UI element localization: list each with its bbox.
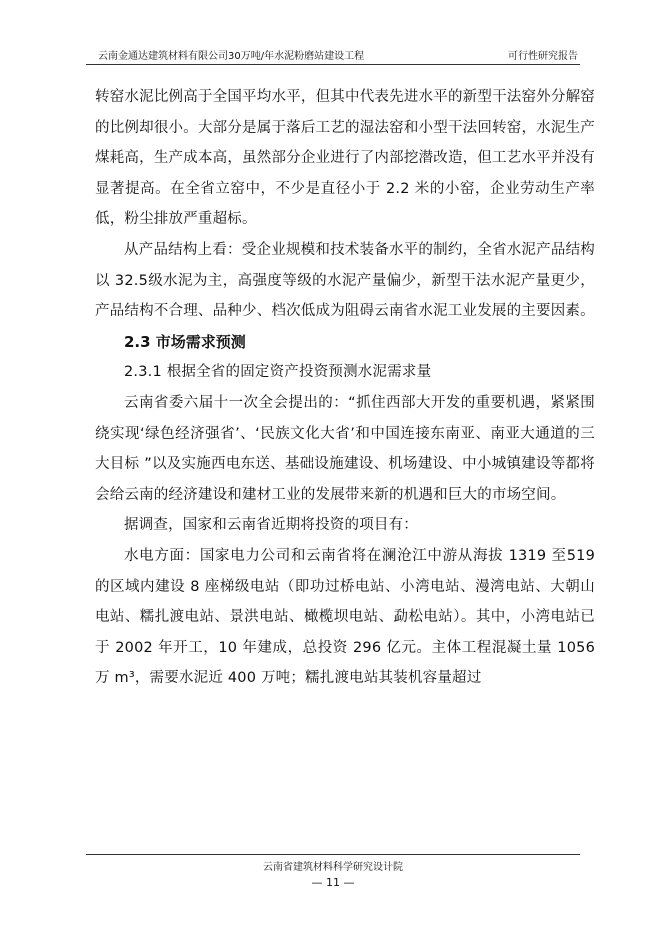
page-number: — 11 — <box>311 876 355 889</box>
page-header <box>86 42 580 65</box>
section-heading-2-3: 2.3 市场需求预测 <box>124 332 246 351</box>
footer-organization: 云南省建筑材料科学研究设计院 <box>263 862 403 873</box>
paragraph-product-structure: 从产品结构上看：受企业规模和技术装备水平的制约，全省水泥产品结构以 32.5级水泥为主，高强度等级的水泥产量偏少，新型干法水泥产量更少，产品结构不合理、品种少、档次低成为阻碍云南省水泥工业发展的主要因素。 <box>95 241 595 320</box>
header-report-title: 可行性研究报告 <box>508 51 578 62</box>
paragraph-provincial-plan: 云南省委六届十一次全会提出的：“抓住西部大开发的重要机遇，紧紧围绕实现‘绿色经济强省’、‘民族文化大省’和中国连接东南亚、南亚大通道的三大目标 ”以及实施西电东送、基础设施建设、机场建设、中小城镇建设等都将会给云南的经济建设和建材工业的发展带来新的机遇和巨大的市场空间。 <box>95 394 595 503</box>
header-company-project: 云南金通达建筑材料有限公司30万吨/年水泥粉磨站建设工程 <box>98 51 365 62</box>
footer-divider <box>86 854 580 855</box>
paragraph-hydropower: 水电方面：国家电力公司和云南省将在澜沧江中游从海拔 1319 至519 的区域内建设 8 座梯级电站（即功过桥电站、小湾电站、漫湾电站、大朝山电站、糯扎渡电站、景洪电站、橄榄坝电站、勐松电站）。其中，小湾电站已于 2002 年开工，10 年建成，总投资 296 亿元。主体工程混凝土量 1056 万 m³，需要水泥近 400 万吨；糯扎渡电站其装机容量超过 <box>95 547 595 687</box>
paragraph-survey-intro: 据调查，国家和云南省近期将投资的项目有： <box>124 517 418 534</box>
document-body <box>95 82 595 694</box>
subsection-heading-2-3-1: 2.3.1 根据全省的固定资产投资预测水泥需求量 <box>124 364 432 381</box>
paragraph-kiln-structure: 转窑水泥比例高于全国平均水平，但其中代表先进水平的新型干法窑外分解窑的比例却很小。大部分是属于落后工艺的湿法窑和小型干法回转窑，水泥生产煤耗高，生产成本高，虽然部分企业进行了内部挖潜改造，但工艺水平并没有显著提高。在全省立窑中，不少是直径小于 2.2 米的小窑，企业劳动生产率低，粉尘排放严重超标。 <box>95 89 595 228</box>
